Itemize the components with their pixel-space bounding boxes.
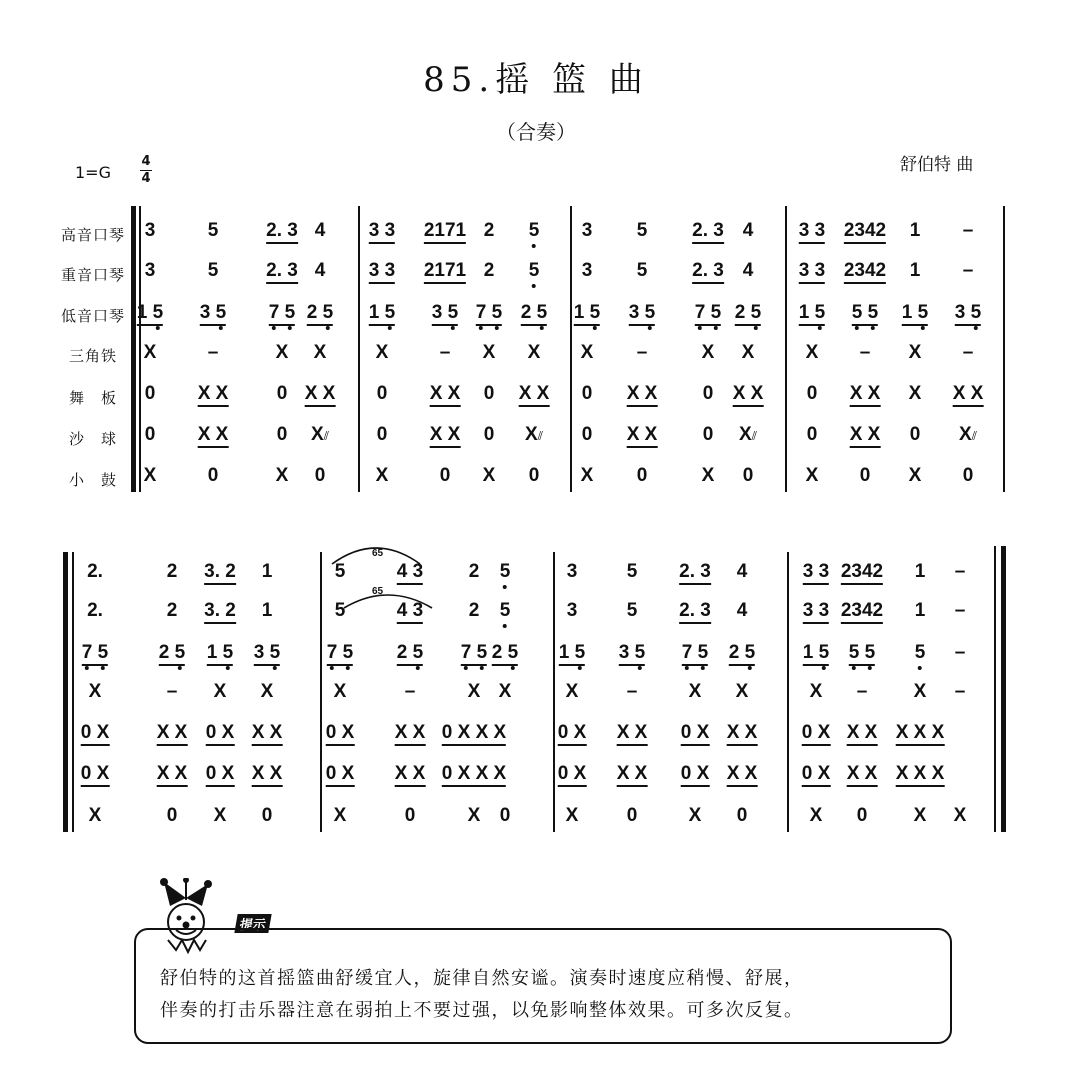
note-token: 0	[376, 383, 388, 404]
note-token: 5 5	[852, 302, 878, 324]
note-token: X	[467, 805, 481, 826]
time-signature-bottom: 4	[141, 171, 151, 186]
note-token: 0	[736, 805, 748, 826]
note-token: 1 5	[207, 642, 233, 664]
note-token: 0 X	[81, 722, 110, 744]
note-token: –	[962, 260, 974, 281]
note-token: X X	[850, 383, 881, 405]
grace-note: 65	[372, 548, 384, 559]
note-token: 4 3	[397, 600, 423, 622]
note-token: 2	[166, 600, 178, 621]
note-token: 5	[207, 220, 219, 241]
instrument-label: 高音口琴	[60, 226, 125, 244]
note-token: 2	[483, 260, 495, 281]
note-token: X X	[617, 763, 648, 785]
note-token: 0 X	[802, 722, 831, 744]
note-token: X X	[198, 383, 229, 405]
note-token: 0	[702, 383, 714, 404]
note-token: X	[482, 465, 496, 486]
note-token: X	[701, 465, 715, 486]
grace-note: 65	[372, 586, 384, 597]
note-token: 5	[915, 642, 926, 664]
composer: 舒伯特 曲	[900, 155, 974, 175]
note-token: X	[809, 681, 823, 702]
note-token: 3. 2	[204, 561, 236, 583]
note-token: 0	[207, 465, 219, 486]
note-token: 0 X	[326, 763, 355, 785]
note-token: 0	[439, 465, 451, 486]
subtitle: （合奏）	[496, 120, 576, 144]
tip-label: 提示	[234, 914, 271, 933]
note-token: 5	[500, 561, 511, 583]
tip-line: 舒伯特的这首摇篮曲舒缓宜人，旋律自然安谧。演奏时速度应稍慢、舒展，	[160, 968, 804, 989]
note-token: 3 5	[955, 302, 981, 324]
note-token: 7 5	[476, 302, 502, 324]
note-token: X	[580, 465, 594, 486]
instrument-label: 小 鼓	[68, 471, 117, 489]
note-token: X	[805, 465, 819, 486]
note-token: X	[908, 342, 922, 363]
note-token: 0 X	[558, 763, 587, 785]
note-token: 2 5	[159, 642, 185, 664]
note-token: 3. 2	[204, 600, 236, 622]
note-token: 3 3	[803, 561, 829, 583]
note-token: –	[207, 342, 219, 363]
note-token: 5	[626, 600, 638, 621]
note-token: 0	[859, 465, 871, 486]
note-token: X	[213, 805, 227, 826]
note-token: X X	[727, 722, 758, 744]
note-token: 2171	[424, 220, 466, 242]
note-token: 4	[314, 220, 326, 241]
note-token: 1 5	[559, 642, 585, 664]
note-token: 2.	[87, 600, 103, 621]
note-token: –	[439, 342, 451, 363]
note-token: X	[809, 805, 823, 826]
note-token: X X	[847, 722, 878, 744]
note-token: X	[375, 465, 389, 486]
note-token: X	[565, 681, 579, 702]
note-token: 1	[261, 600, 273, 621]
note-token: 0	[626, 805, 638, 826]
note-token: X X	[519, 383, 550, 405]
note-token: 1	[914, 600, 926, 621]
note-token: 0	[483, 383, 495, 404]
note-token: 2.	[87, 561, 103, 582]
instrument-label: 低音口琴	[60, 307, 125, 325]
note-token: 2. 3	[266, 260, 298, 282]
note-token: X	[565, 805, 579, 826]
instrument-label: 重音口琴	[60, 266, 125, 284]
note-token: X	[143, 465, 157, 486]
note-token: 3	[144, 220, 156, 241]
note-token: X X	[430, 424, 461, 446]
note-token: 2171	[424, 260, 466, 282]
note-token: 4 3	[397, 561, 423, 583]
time-signature	[140, 155, 152, 186]
note-token: –	[954, 561, 966, 582]
note-token: 2 5	[735, 302, 761, 324]
note-token: 3 5	[619, 642, 645, 664]
note-token: X	[275, 342, 289, 363]
note-token: X	[913, 805, 927, 826]
note-token: X	[333, 805, 347, 826]
note-token: 0 X	[326, 722, 355, 744]
note-token: 0	[806, 383, 818, 404]
note-token: X⫽	[524, 424, 544, 445]
note-token: 7 5	[82, 642, 108, 664]
note-token: 0	[806, 424, 818, 445]
note-token: 1 5	[902, 302, 928, 324]
note-token: 2 5	[492, 642, 518, 664]
note-token: 1	[261, 561, 273, 582]
note-token: –	[166, 681, 178, 702]
note-token: 0	[499, 805, 511, 826]
note-token: X	[213, 681, 227, 702]
note-token: X	[701, 342, 715, 363]
page-title: 85.摇 篮 曲	[423, 60, 649, 100]
note-token: 0	[581, 383, 593, 404]
note-token: X	[467, 681, 481, 702]
note-token: 5	[636, 220, 648, 241]
note-token: X	[498, 681, 512, 702]
note-token: 4	[742, 220, 754, 241]
note-token: 0	[483, 424, 495, 445]
note-token: X⫽	[310, 424, 330, 445]
note-token: 1 5	[574, 302, 600, 324]
tip-line: 伴奏的打击乐器注意在弱拍上不要过强，以免影响整体效果。可多次反复。	[160, 1000, 804, 1021]
note-token: 7 5	[461, 642, 487, 664]
note-token: 3 3	[369, 260, 395, 282]
note-token: X X	[395, 763, 426, 785]
note-token: 0	[144, 383, 156, 404]
note-token: 2. 3	[266, 220, 298, 242]
note-token: X	[143, 342, 157, 363]
note-token: 0 X	[802, 763, 831, 785]
note-token: X	[741, 342, 755, 363]
note-token: 3	[566, 600, 578, 621]
note-token: 3	[581, 260, 593, 281]
note-token: 5	[626, 561, 638, 582]
note-token: 0	[144, 424, 156, 445]
note-token: 2 5	[521, 302, 547, 324]
note-token: –	[856, 681, 868, 702]
note-token: 0	[581, 424, 593, 445]
note-token: 5	[207, 260, 219, 281]
note-token: 0	[261, 805, 273, 826]
note-token: –	[962, 220, 974, 241]
note-token: 1 5	[137, 302, 163, 324]
note-token: –	[954, 681, 966, 702]
note-token: 0	[314, 465, 326, 486]
note-token: 0	[376, 424, 388, 445]
note-token: X	[88, 805, 102, 826]
note-token: 0 X	[558, 722, 587, 744]
note-token: 7 5	[327, 642, 353, 664]
instrument-label: 沙 球	[68, 430, 117, 448]
note-token: X	[275, 465, 289, 486]
note-token: 2342	[844, 260, 886, 282]
note-token: X X X	[896, 763, 945, 785]
note-token: 5	[334, 600, 346, 621]
note-token: X X	[617, 722, 648, 744]
instrument-label: 三角铁	[68, 347, 117, 365]
note-token: X	[375, 342, 389, 363]
note-token: 3	[144, 260, 156, 281]
note-token: 1	[914, 561, 926, 582]
note-token: X	[688, 681, 702, 702]
note-token: 0 X X X	[442, 763, 506, 785]
note-token: X	[88, 681, 102, 702]
note-token: X X	[252, 722, 283, 744]
key-signature: 1=G	[75, 163, 111, 182]
note-token: 3 5	[432, 302, 458, 324]
note-token: 2	[483, 220, 495, 241]
note-token: X X X	[896, 722, 945, 744]
note-token: 7 5	[682, 642, 708, 664]
note-token: 2 5	[397, 642, 423, 664]
note-token: X X	[395, 722, 426, 744]
note-token: X	[805, 342, 819, 363]
note-token: 1	[909, 260, 921, 281]
note-token: X X	[847, 763, 878, 785]
note-token: 5	[529, 260, 540, 282]
note-token: 0 X	[81, 763, 110, 785]
note-token: 0	[909, 424, 921, 445]
note-token: X	[527, 342, 541, 363]
note-token: 5	[636, 260, 648, 281]
note-token: X	[260, 681, 274, 702]
note-token: 7 5	[695, 302, 721, 324]
note-token: X	[482, 342, 496, 363]
note-token: 0 X	[206, 722, 235, 744]
note-token: 2342	[841, 561, 883, 583]
note-token: 2	[468, 561, 480, 582]
note-token: 3 5	[629, 302, 655, 324]
note-token: 2. 3	[692, 220, 724, 242]
note-token: 3	[581, 220, 593, 241]
note-token: –	[962, 342, 974, 363]
note-token: X	[580, 342, 594, 363]
note-token: X	[735, 681, 749, 702]
note-token: 0 X	[681, 763, 710, 785]
note-token: X X	[627, 383, 658, 405]
note-token: –	[404, 681, 416, 702]
note-token: 4	[736, 600, 748, 621]
note-token: X X	[305, 383, 336, 405]
note-token: 3 5	[254, 642, 280, 664]
note-token: 1	[909, 220, 921, 241]
note-token: 0	[166, 805, 178, 826]
note-token: X	[688, 805, 702, 826]
note-token: 0	[276, 424, 288, 445]
note-token: –	[954, 600, 966, 621]
note-token: X	[908, 465, 922, 486]
note-token: X⫽	[958, 424, 978, 445]
note-token: 7 5	[269, 302, 295, 324]
note-token: 2. 3	[679, 600, 711, 622]
note-token: 2 5	[307, 302, 333, 324]
note-token: X X	[953, 383, 984, 405]
note-token: 3 3	[799, 220, 825, 242]
instrument-label: 舞 板	[68, 389, 117, 407]
note-token: 0	[962, 465, 974, 486]
note-token: 1 5	[803, 642, 829, 664]
note-token: 1 5	[369, 302, 395, 324]
note-token: X X	[627, 424, 658, 446]
note-token: X⫽	[738, 424, 758, 445]
note-token: 0	[856, 805, 868, 826]
note-token: X	[913, 681, 927, 702]
note-token: X	[953, 805, 967, 826]
note-token: X	[333, 681, 347, 702]
note-token: 2. 3	[692, 260, 724, 282]
note-token: 2342	[841, 600, 883, 622]
note-token: 2	[166, 561, 178, 582]
note-token: X X	[430, 383, 461, 405]
note-token: X X	[727, 763, 758, 785]
note-token: X	[313, 342, 327, 363]
note-token: 5	[529, 220, 540, 242]
note-token: 0	[276, 383, 288, 404]
note-token: 1 5	[799, 302, 825, 324]
note-token: 4	[736, 561, 748, 582]
note-token: –	[859, 342, 871, 363]
note-token: 3	[566, 561, 578, 582]
note-token: 3 3	[369, 220, 395, 242]
note-token: 2. 3	[679, 561, 711, 583]
note-token: X X	[198, 424, 229, 446]
note-token: X X	[157, 763, 188, 785]
note-token: X X	[733, 383, 764, 405]
note-token: 4	[314, 260, 326, 281]
note-token: 0 X	[206, 763, 235, 785]
note-token: 0	[404, 805, 416, 826]
note-token: 5	[500, 600, 511, 622]
note-token: 0	[528, 465, 540, 486]
note-token: 0	[742, 465, 754, 486]
note-token: 3 3	[799, 260, 825, 282]
note-token: 2342	[844, 220, 886, 242]
note-token: 2 5	[729, 642, 755, 664]
note-token: 0 X	[681, 722, 710, 744]
note-token: 0 X X X	[442, 722, 506, 744]
note-token: 2	[468, 600, 480, 621]
note-token: X	[908, 383, 922, 404]
note-token: 3 5	[200, 302, 226, 324]
note-token: 0	[636, 465, 648, 486]
note-token: –	[636, 342, 648, 363]
note-token: –	[626, 681, 638, 702]
time-signature-top: 4	[141, 154, 151, 169]
note-token: 5 5	[849, 642, 875, 664]
note-token: 5	[334, 561, 346, 582]
note-token: 4	[742, 260, 754, 281]
note-token: X X	[157, 722, 188, 744]
note-token: 3 3	[803, 600, 829, 622]
note-token: X X	[850, 424, 881, 446]
note-token: –	[954, 642, 966, 663]
note-token: 0	[702, 424, 714, 445]
note-token: X X	[252, 763, 283, 785]
